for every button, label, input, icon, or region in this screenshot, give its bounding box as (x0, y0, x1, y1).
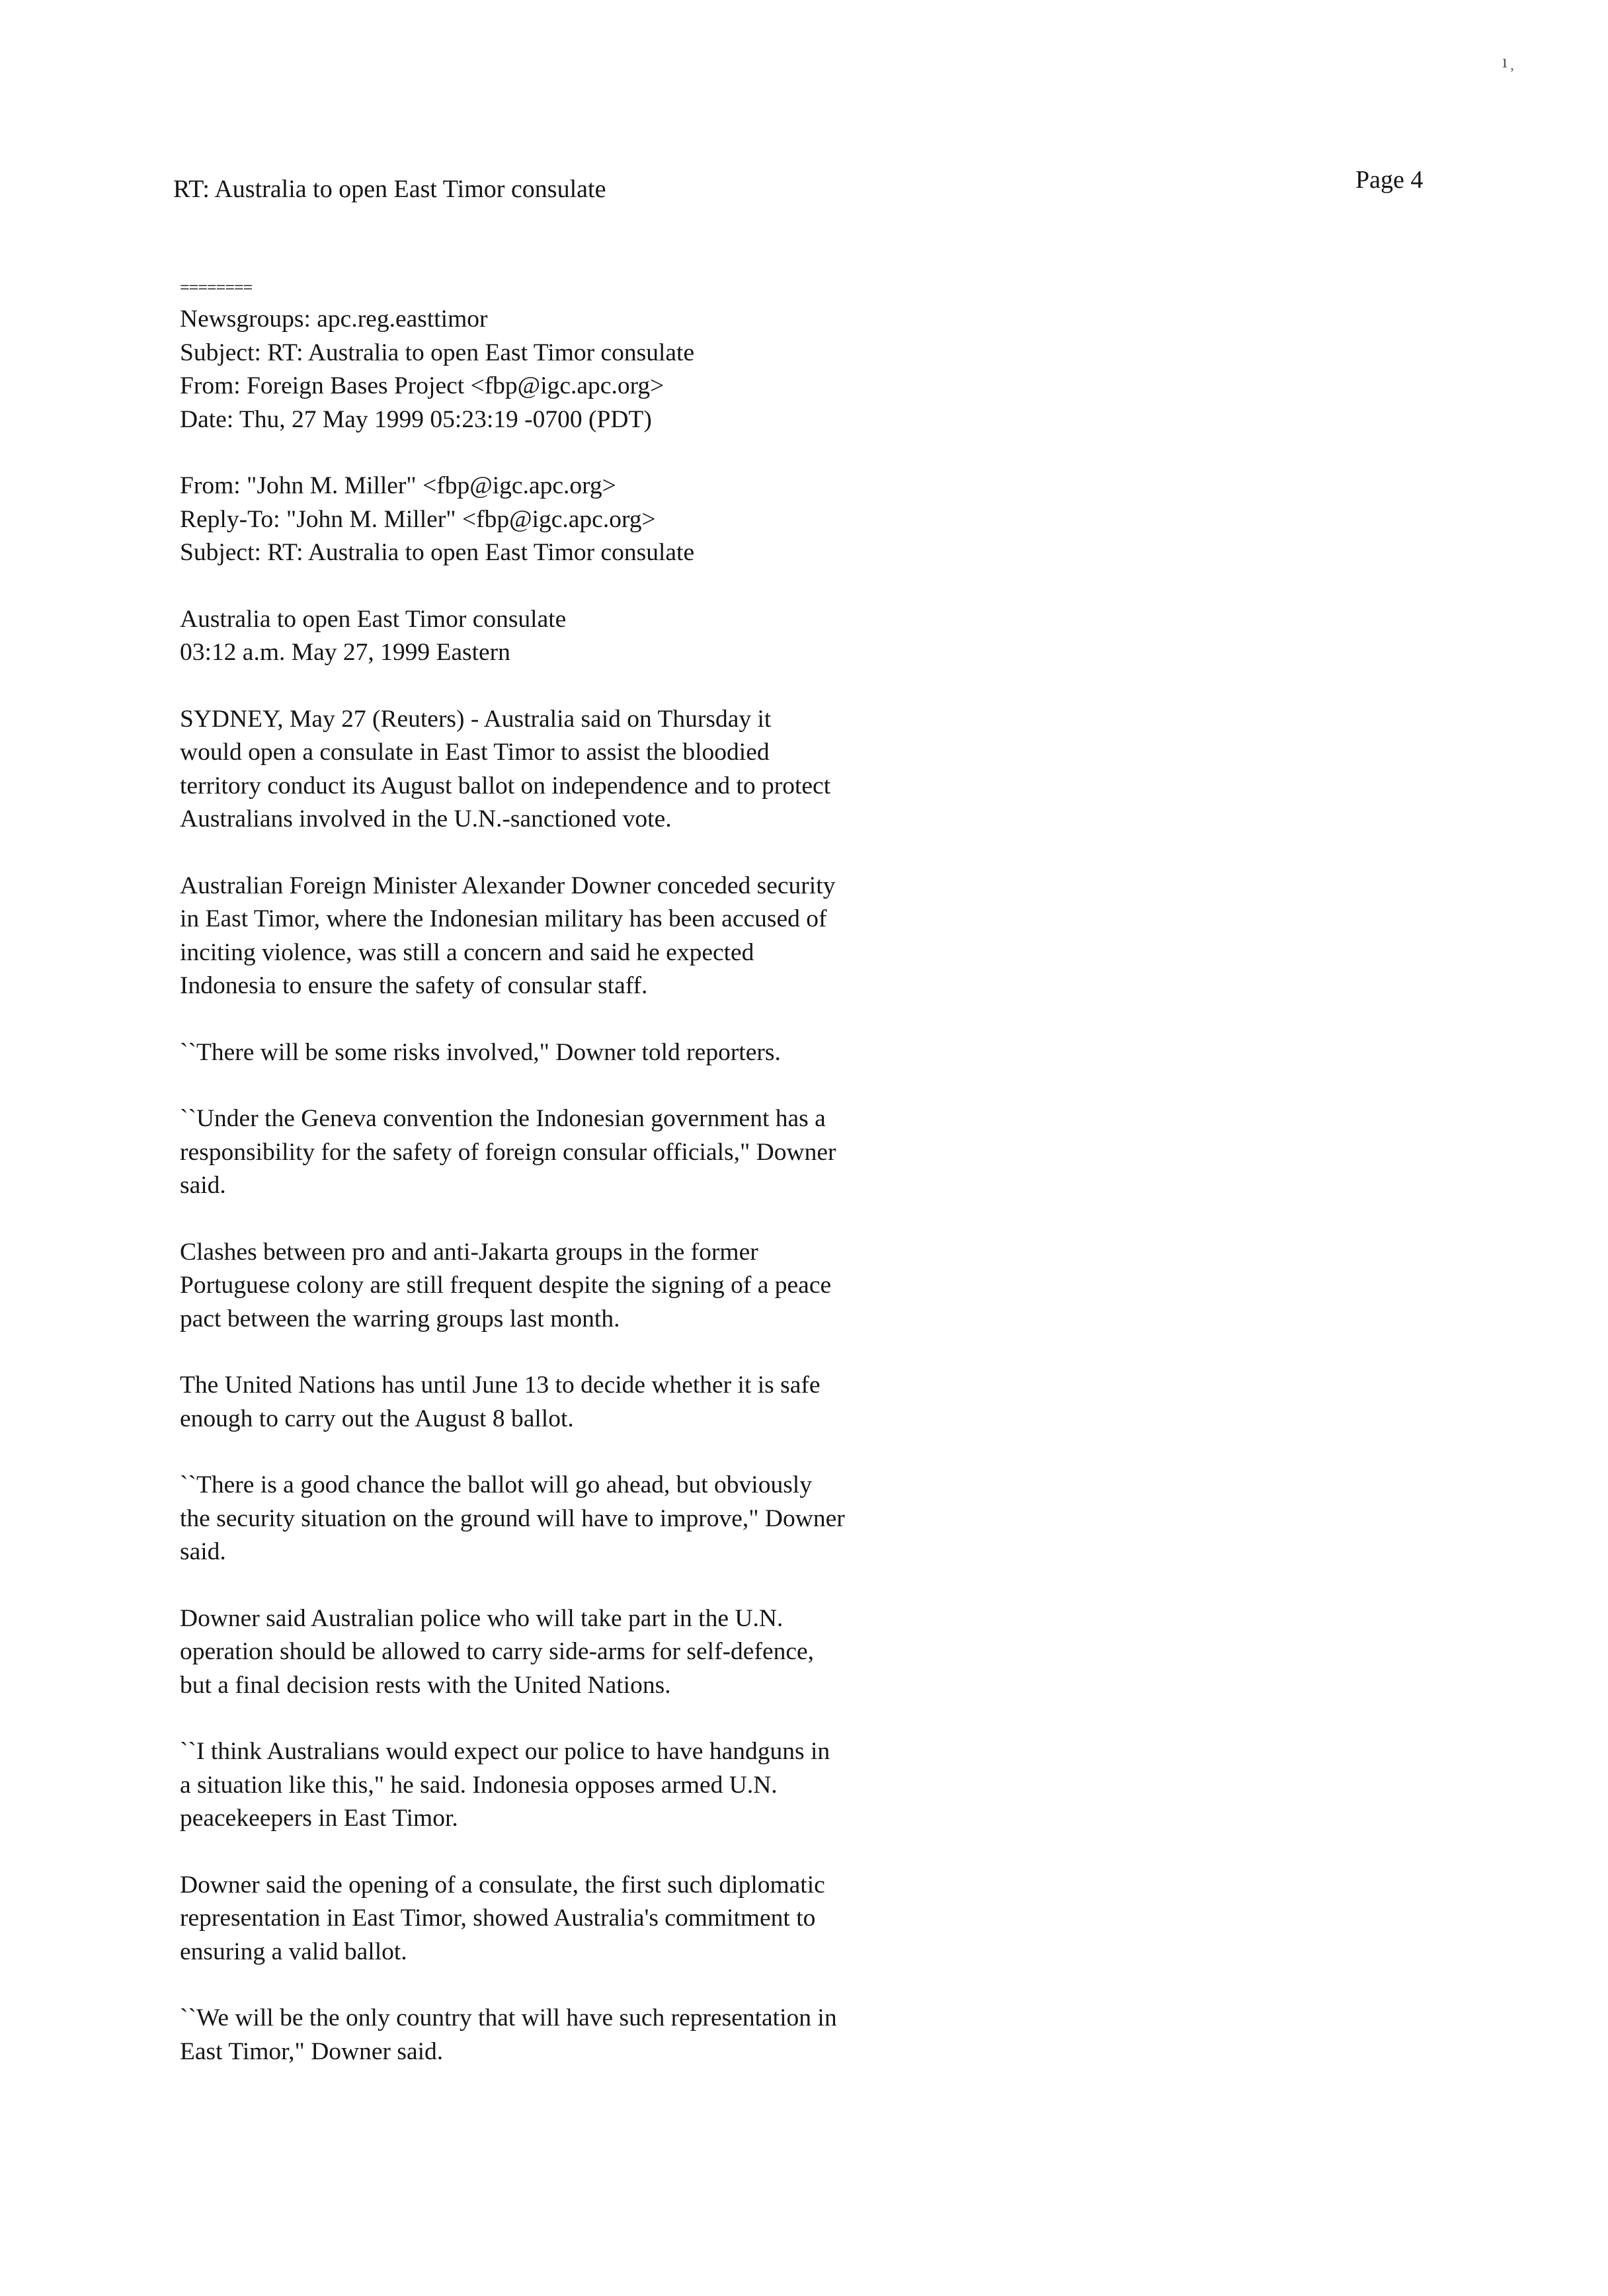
article-paragraph (180, 1469, 940, 1569)
paragraph-line: Downer said the opening of a consulate, the first such diplomatic (180, 1871, 825, 1899)
paragraph-line: but a final decision rests with the United Nations. (180, 1671, 671, 1699)
article-paragraph (180, 1102, 940, 1203)
paragraph-line: The United Nations has until June 13 to decide whether it is safe (180, 1372, 821, 1399)
article-paragraph (180, 2002, 940, 2069)
paragraph-line: a situation like this," he said. Indonesia opposes armed U.N. (180, 1771, 778, 1799)
article-heading (180, 603, 940, 670)
article-paragraph (180, 1735, 940, 1836)
article-paragraph (180, 1602, 940, 1703)
paragraph-line: operation should be allowed to carry side-arms for self-defence, (180, 1638, 814, 1665)
paragraph-line: Australians involved in the U.N.-sanctioned vote. (180, 805, 672, 833)
article-paragraph (180, 870, 940, 1003)
paragraph-line: the security situation on the ground will have to improve," Downer (180, 1504, 845, 1532)
email-body (180, 278, 940, 2102)
page-header-title: RT: Australia to open East Timor consulate (173, 175, 606, 203)
paragraph-line: territory conduct its August ballot on independence and to protect (180, 772, 831, 800)
article-paragraph (180, 1869, 940, 1969)
paragraph-line: ``Under the Geneva convention the Indonesian government has a (180, 1105, 826, 1132)
paragraph-line: peacekeepers in East Timor. (180, 1805, 458, 1832)
paragraph-line: Downer said Australian police who will take part in the U.N. (180, 1604, 784, 1632)
separator-line: ======== (180, 278, 253, 297)
header-line: Reply-To: "John M. Miller" <fbp@igc.apc.org> (180, 505, 656, 533)
paragraph-line: ``There will be some risks involved," Downer told reporters. (180, 1038, 781, 1066)
header-line: Subject: RT: Australia to open East Timor consulate (180, 539, 695, 566)
paragraph-line: SYDNEY, May 27 (Reuters) - Australia said on Thursday it (180, 705, 772, 733)
paragraph-line: responsibility for the safety of foreign consular officials," Downer (180, 1138, 836, 1166)
page-number: Page 4 (1355, 166, 1424, 194)
paragraph-line: ``There is a good chance the ballot will go ahead, but obviously (180, 1471, 812, 1498)
paragraph-line: East Timor," Downer said. (180, 2037, 444, 2065)
paragraph-line: in East Timor, where the Indonesian military has been accused of (180, 905, 827, 932)
paragraph-line: would open a consulate in East Timor to assist the bloodied (180, 739, 770, 766)
message-headers (180, 470, 940, 570)
header-line: Newsgroups: apc.reg.easttimor (180, 306, 488, 333)
paragraph-line: ensuring a valid ballot. (180, 1938, 407, 1965)
paragraph-line: Portuguese colony are still frequent despite the signing of a peace (180, 1272, 832, 1299)
paragraph-line: enough to carry out the August 8 ballot. (180, 1405, 574, 1432)
paragraph-line: representation in East Timor, showed Australia's commitment to (180, 1905, 816, 1932)
paragraph-line: said. (180, 1538, 226, 1565)
article-paragraphs (180, 703, 940, 2069)
article-paragraph (180, 1236, 940, 1336)
article-dateline: 03:12 a.m. May 27, 1999 Eastern (180, 639, 510, 666)
scan-speck: ı ̦ (1502, 52, 1512, 72)
paragraph-line: ``We will be the only country that will have such representation in (180, 2004, 837, 2031)
header-line: Subject: RT: Australia to open East Timor consulate (180, 339, 695, 366)
header-line: From: "John M. Miller" <fbp@igc.apc.org> (180, 472, 616, 499)
paragraph-line: said. (180, 1172, 226, 1199)
article-paragraph (180, 1036, 940, 1070)
paragraph-line: Indonesia to ensure the safety of consular staff. (180, 972, 648, 999)
paragraph-line: inciting violence, was still a concern and said he expected (180, 938, 754, 966)
paragraph-line: Australian Foreign Minister Alexander Downer conceded security (180, 872, 836, 899)
paragraph-line: Clashes between pro and anti-Jakarta groups in the former (180, 1238, 758, 1266)
header-line: Date: Thu, 27 May 1999 05:23:19 -0700 (PDT) (180, 405, 652, 433)
newsgroup-headers (180, 303, 940, 436)
article-paragraph (180, 703, 940, 837)
header-line: From: Foreign Bases Project <fbp@igc.apc.org> (180, 372, 664, 399)
paragraph-line: pact between the warring groups last month. (180, 1305, 620, 1332)
article-headline: Australia to open East Timor consulate (180, 605, 567, 633)
article-paragraph (180, 1369, 940, 1436)
paragraph-line: ``I think Australians would expect our police to have handguns in (180, 1738, 830, 1765)
